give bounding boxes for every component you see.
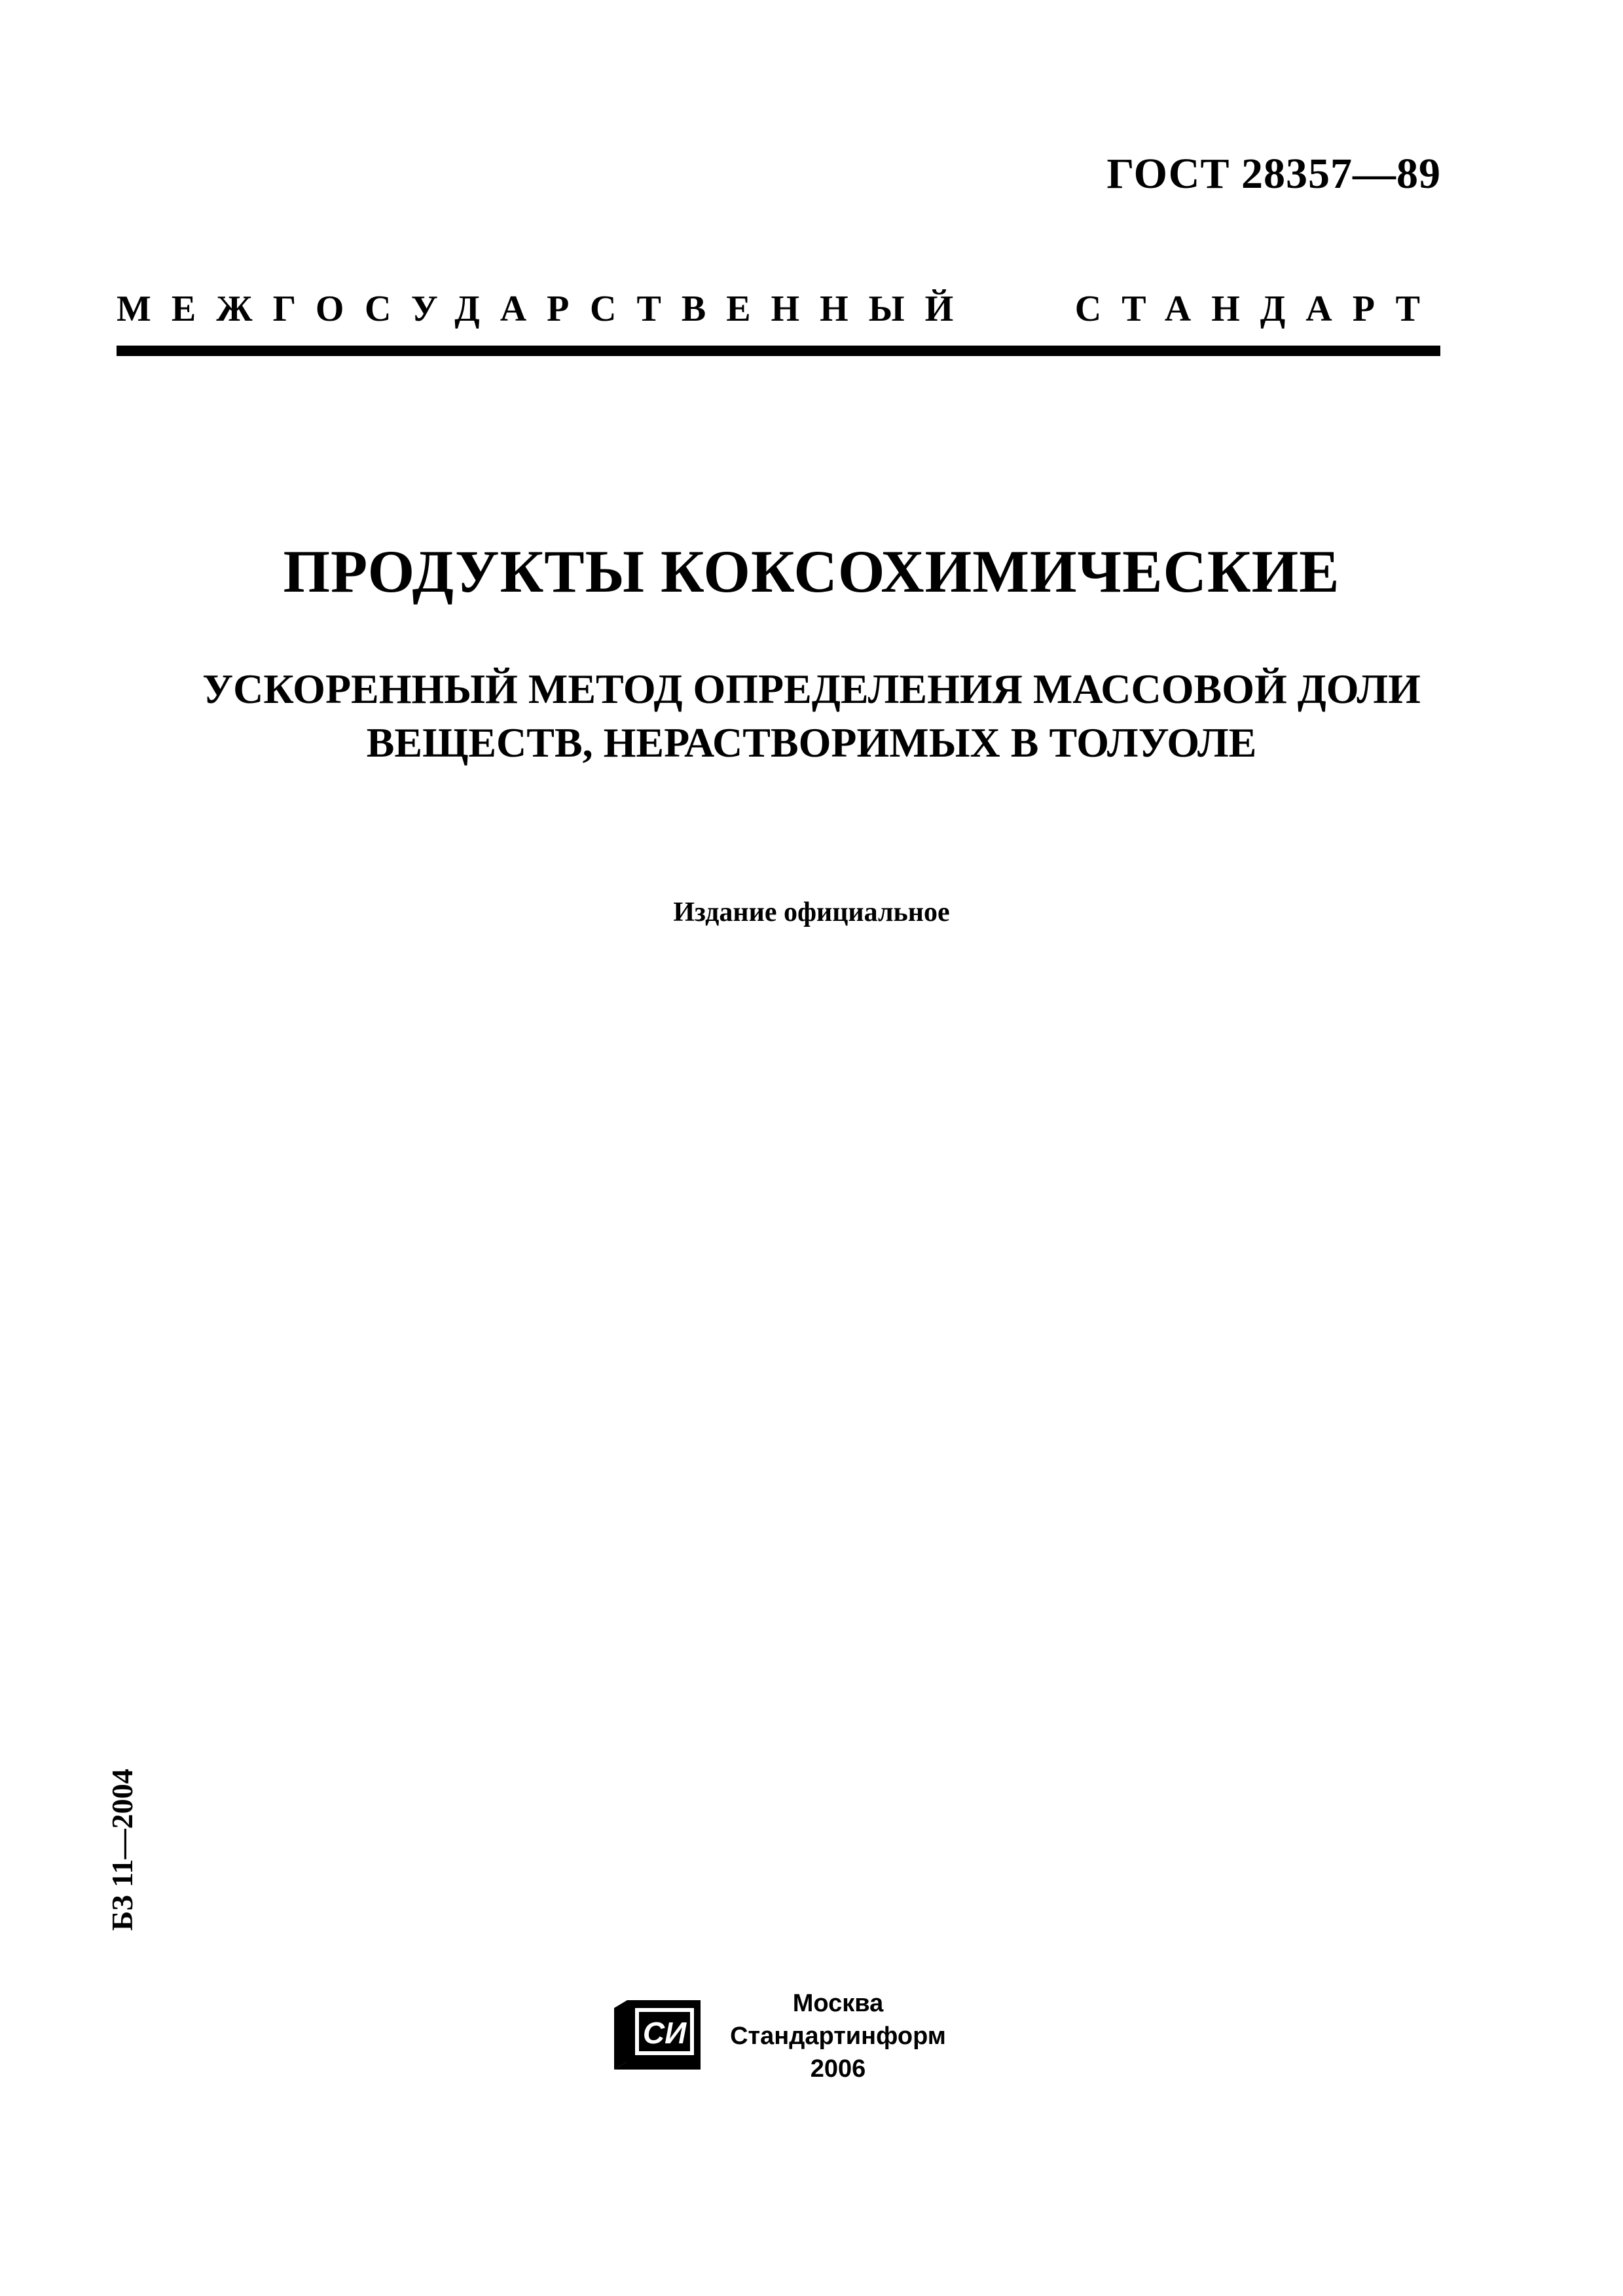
main-title: ПРОДУКТЫ КОКСОХИМИЧЕСКИЕ [283,538,1340,605]
publisher-name: Стандартинформ [730,2022,946,2050]
subtitle-line-2: ВЕЩЕСТВ, НЕРАСТВОРИМЫХ В ТОЛУОЛЕ [366,719,1257,766]
header-rule [117,346,1440,356]
side-code: БЗ 11—2004 [105,1768,139,1931]
publisher-block [720,1987,956,2085]
subtitle-line-1: УСКОРЕННЫЙ МЕТОД ОПРЕДЕЛЕНИЯ МАССОВОЙ ДОЛИ [202,666,1421,712]
publisher-logo-text: СИ [642,2016,687,2050]
publisher-year: 2006 [810,2055,866,2083]
standard-type-heading: МЕЖГОСУДАРСТВЕННЫЙ СТАНДАРТ [117,289,1440,329]
subtitle [0,662,1623,770]
publisher-city: Москва [792,1990,884,2017]
gost-number: ГОСТ 28357—89 [1106,150,1441,198]
edition-note: Издание официальное [673,897,950,927]
publisher-logo-icon [609,1996,707,2073]
